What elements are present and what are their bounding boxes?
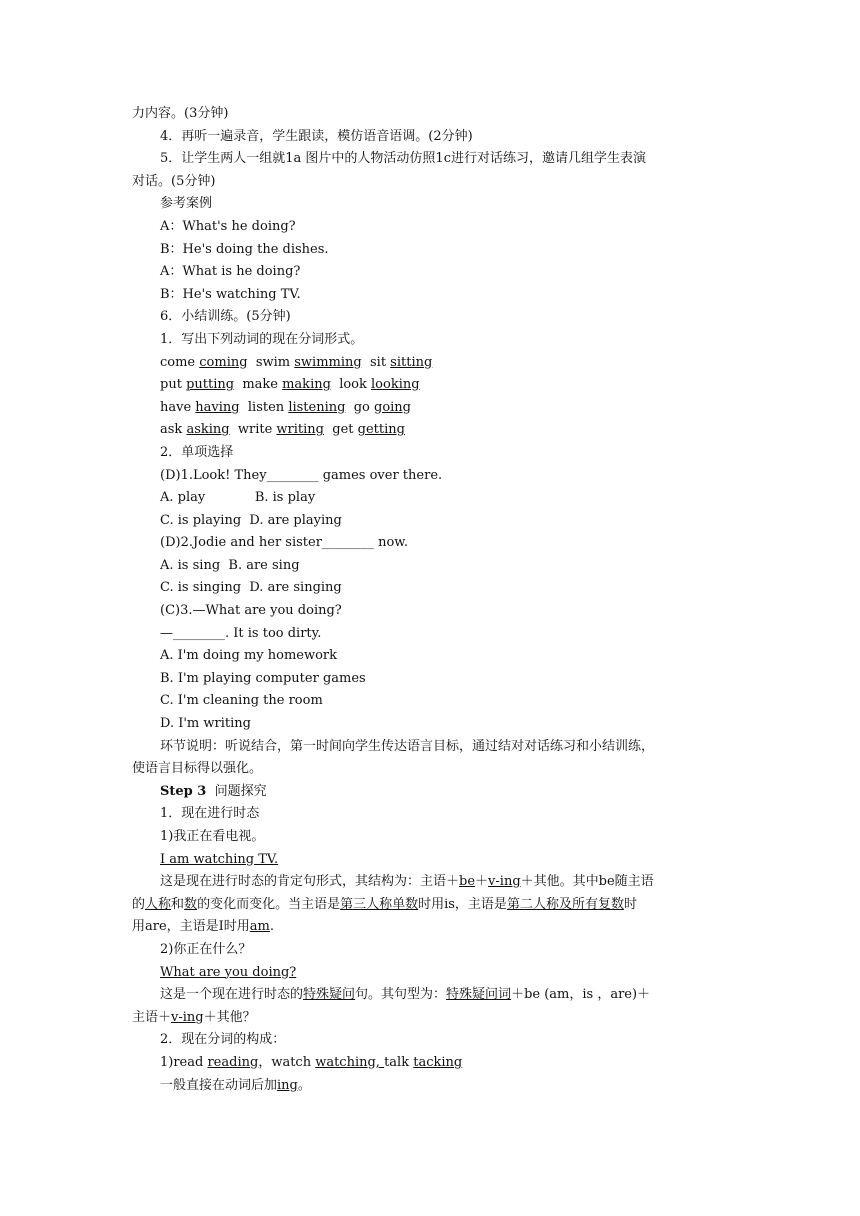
note-line: 使语言目标得以强化。: [132, 761, 263, 777]
option-line: D. I'm writing: [160, 716, 251, 732]
dialogue-line: A：What is he doing?: [160, 264, 301, 280]
option-line: C. I'm cleaning the room: [160, 693, 323, 709]
verb-row: come coming swim swimming sit sitting: [160, 354, 433, 370]
text-line: 5．让学生两人一组就1a 图片中的人物活动仿照1c进行对话练习，邀请几组学生表演: [160, 151, 646, 167]
answer: making: [282, 377, 331, 393]
paragraph-line: 主语＋v-ing＋其他？: [132, 1009, 256, 1025]
answer: listening: [288, 399, 346, 415]
verb-row: put putting make making look looking: [160, 377, 420, 393]
text-line: 1)我正在看电视。: [160, 829, 265, 844]
text-line: 1．现在进行时态: [160, 806, 260, 822]
question: (C)3.—What are you doing?: [160, 603, 342, 619]
option-line: A. play B. is play: [160, 490, 316, 506]
text-line: 6．小结训练。(5分钟): [160, 309, 291, 325]
answer: getting: [357, 422, 405, 438]
option-line: A. I'm doing my homework: [160, 648, 338, 664]
text-line: 1．写出下列动词的现在分词形式。: [160, 331, 364, 347]
text-line: 4．再听一遍录音，学生跟读，模仿语音语调。(2分钟): [160, 128, 473, 144]
verb-row: ask asking write writing get getting: [160, 422, 405, 438]
option-line: C. is playing D. are playing: [160, 512, 342, 528]
paragraph-line: 一般直接在动词后加ing。: [160, 1077, 311, 1093]
answer: going: [374, 399, 412, 415]
dialogue-line: B：He's doing the dishes.: [160, 241, 329, 257]
paragraph-line: 1)read reading，watch watching, talk tacking: [160, 1054, 463, 1070]
answer: sitting: [390, 354, 433, 370]
text-line: 2．单项选择: [160, 444, 234, 460]
question: —________. It is too dirty.: [160, 625, 322, 641]
answer-line: I am watching TV.: [160, 851, 279, 867]
answer: writing: [276, 422, 324, 438]
step-heading: Step 3 问题探究: [160, 783, 267, 799]
paragraph-line: 这是一个现在进行时态的特殊疑问句。其句型为：特殊疑问词＋be (am，is ，are)＋: [160, 987, 651, 1003]
answer: asking: [186, 422, 230, 438]
question: (D)2.Jodie and her sister________ now.: [160, 535, 408, 551]
dialogue-line: B：He's watching TV.: [160, 286, 301, 302]
verb-row: have having listen listening go going: [160, 399, 412, 415]
option-line: C. is singing D. are singing: [160, 580, 342, 596]
answer: putting: [186, 377, 235, 393]
text-line: 2)你正在什么？: [160, 941, 252, 957]
answer: looking: [371, 377, 420, 393]
question: (D)1.Look! They________ games over there.: [160, 467, 443, 483]
option-line: B. I'm playing computer games: [160, 670, 366, 686]
paragraph-line: 的人称和数的变化而变化。当主语是第三人称单数时用is，主语是第二人称及所有复数时: [132, 896, 637, 912]
text-line: 对话。(5分钟): [132, 173, 216, 189]
document-page: [132, 103, 732, 1097]
paragraph-line: 用are，主语是I时用am.: [132, 919, 275, 935]
dialogue-line: A：What's he doing?: [160, 218, 296, 234]
option-line: A. is sing B. are sing: [160, 557, 300, 573]
text-line: 2．现在分词的构成：: [160, 1032, 286, 1048]
answer: swimming: [294, 354, 362, 370]
answer: having: [195, 399, 240, 415]
answer: coming: [199, 354, 248, 370]
text-line: 参考案例: [160, 196, 213, 212]
note-line: 环节说明：听说结合，第一时间向学生传达语言目标，通过结对对话练习和小结训练，: [160, 738, 655, 754]
answer-line: What are you doing?: [160, 964, 297, 980]
text-line: 力内容。(3分钟): [132, 106, 229, 121]
paragraph-line: 这是现在进行时态的肯定句形式，其结构为：主语＋be＋v-ing＋其他。其中be随主语: [160, 874, 654, 890]
